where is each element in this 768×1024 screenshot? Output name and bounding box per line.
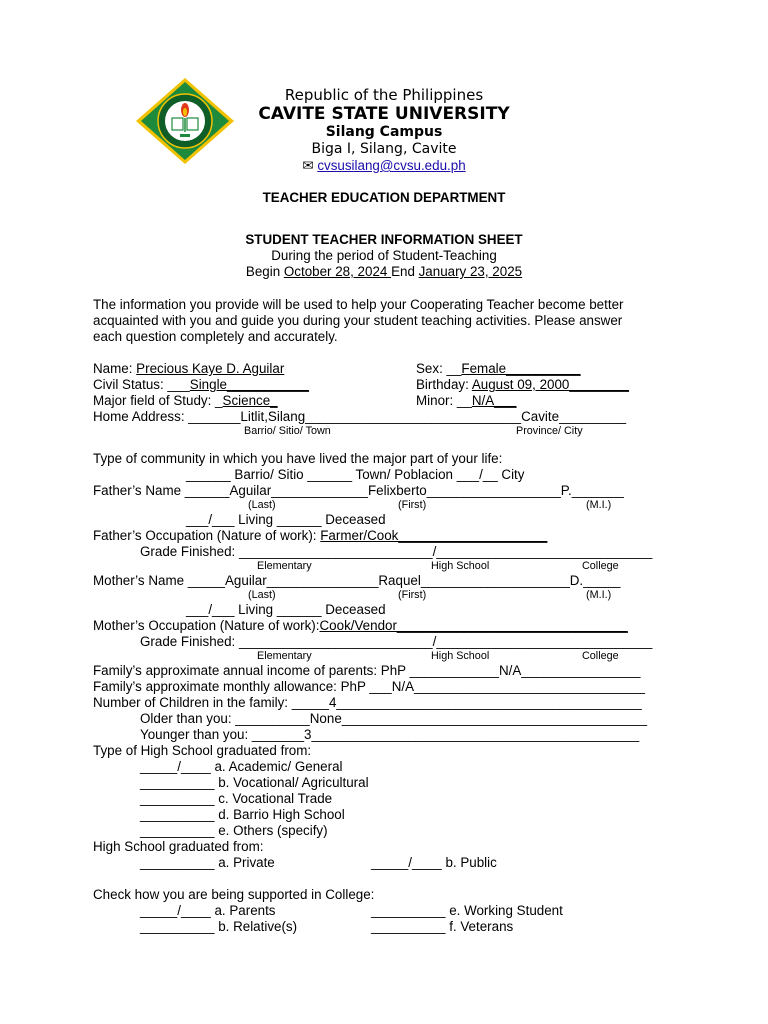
home-address-field: Home Address: _______Litlit,Silang_____________________________Cavite_________ <box>93 409 627 424</box>
envelope-icon: ✉ <box>302 158 314 173</box>
community-options: ______ Barrio/ Sitio ______ Town/ Poblacion ___/__ City <box>186 467 525 482</box>
father-caption-college: College <box>582 560 619 572</box>
sex-field: Sex: __Female__________ <box>416 361 581 376</box>
mother-caption-college: College <box>582 650 619 662</box>
highschool-option-e: __________ e. Others (specify) <box>140 823 328 838</box>
form-title: STUDENT TEACHER INFORMATION SHEET <box>245 232 523 247</box>
father-caption-first: (First) <box>398 499 427 511</box>
highschool-option-a: _____/____ a. Academic/ General <box>140 759 343 774</box>
father-name-field: Father’s Name ______Aguilar_____________Felixberto__________________P._______ <box>93 483 624 498</box>
major-field: Major field of Study: _Science_ <box>93 393 278 408</box>
children-count-field: Number of Children in the family: _____4_________________________________________ <box>93 695 642 710</box>
intro-line-3: each question completely and accurately. <box>93 329 338 344</box>
civil-status-field: Civil Status: ___Single___________ <box>93 377 309 392</box>
father-living-status: ___/___ Living ______ Deceased <box>186 512 386 527</box>
mother-caption-last: (Last) <box>248 589 276 601</box>
highschool-type-label: Type of High School graduated from: <box>93 743 312 758</box>
father-caption-elementary: Elementary <box>257 560 312 572</box>
support-option-veterans: __________ f. Veterans <box>371 919 514 934</box>
highschool-option-b: __________ b. Vocational/ Agricultural <box>140 775 369 790</box>
father-caption-mi: (M.I.) <box>586 499 612 511</box>
birthday-field: Birthday: August 09, 2000________ <box>416 377 629 392</box>
province-caption: Province/ City <box>516 425 583 437</box>
mother-caption-highschool: High School <box>431 650 490 662</box>
barrio-caption: Barrio/ Sitio/ Town <box>244 425 331 437</box>
mother-caption-elementary: Elementary <box>257 650 312 662</box>
university-name: CAVITE STATE UNIVERSITY <box>258 104 510 124</box>
end-date: January 23, 2025 <box>418 264 523 279</box>
campus-name: Silang Campus <box>325 124 443 140</box>
period-line: During the period of Student-Teaching <box>271 248 497 263</box>
highschool-public: _____/____ b. Public <box>371 855 497 870</box>
begin-date: October 28, 2024 <box>283 264 392 279</box>
annual-income-field: Family’s approximate annual income of parents: PhP ____________N/A________________ <box>93 663 641 678</box>
monthly-allowance-field: Family’s approximate monthly allowance: PhP ___N/A_______________________________ <box>93 679 645 694</box>
republic-heading: Republic of the Philippines <box>284 86 484 104</box>
highschool-option-c: __________ c. Vocational Trade <box>140 791 333 806</box>
support-option-parents: _____/____ a. Parents <box>140 903 276 918</box>
support-option-working: __________ e. Working Student <box>371 903 563 918</box>
highschool-option-d: __________ d. Barrio High School <box>140 807 345 822</box>
department-heading: TEACHER EDUCATION DEPARTMENT <box>262 190 506 205</box>
father-caption-highschool: High School <box>431 560 490 572</box>
support-option-relatives: __________ b. Relative(s) <box>140 919 298 934</box>
intro-line-1: The information you provide will be used to help your Cooperating Teacher become better <box>93 297 624 312</box>
mother-occupation-field: Mother’s Occupation (Nature of work):Cook/Vendor_______________________________ <box>93 618 628 633</box>
mother-caption-first: (First) <box>398 589 427 601</box>
intro-line-2: acquainted with you and guide you during your student teaching activities. Please answer <box>93 313 623 328</box>
mother-name-field: Mother’s Name _____Aguilar_______________Raquel____________________D._____ <box>93 573 621 588</box>
email-link[interactable]: cvsusilang@cvsu.edu.ph <box>317 158 466 173</box>
mother-living-status: ___/___ Living ______ Deceased <box>186 602 386 617</box>
campus-address: Biga I, Silang, Cavite <box>311 141 457 157</box>
highschool-private: __________ a. Private <box>140 855 275 870</box>
support-question: Check how you are being supported in College: <box>93 887 375 902</box>
minor-field: Minor: __N/A___ <box>416 393 517 408</box>
name-field: Name: Precious Kaye D. Aguilar <box>93 361 285 376</box>
community-question: Type of community in which you have lived the major part of your life: <box>93 451 503 466</box>
father-occupation-field: Father’s Occupation (Nature of work): Farmer/Cook____________________ <box>93 528 548 543</box>
period-dates: Begin October 28, 2024 End January 23, 2025 <box>245 264 523 279</box>
father-grade-field: Grade Finished: __________________________/_____________________________ <box>140 544 653 559</box>
mother-caption-mi: (M.I.) <box>586 589 612 601</box>
younger-siblings-field: Younger than you: _______3____________________________________________ <box>140 727 640 742</box>
father-caption-last: (Last) <box>248 499 276 511</box>
older-siblings-field: Older than you: __________None_________________________________________ <box>140 711 648 726</box>
email-line <box>0 158 768 174</box>
highschool-graduated-label: High School graduated from: <box>93 839 264 854</box>
mother-grade-field: Grade Finished: __________________________/_____________________________ <box>140 634 653 649</box>
